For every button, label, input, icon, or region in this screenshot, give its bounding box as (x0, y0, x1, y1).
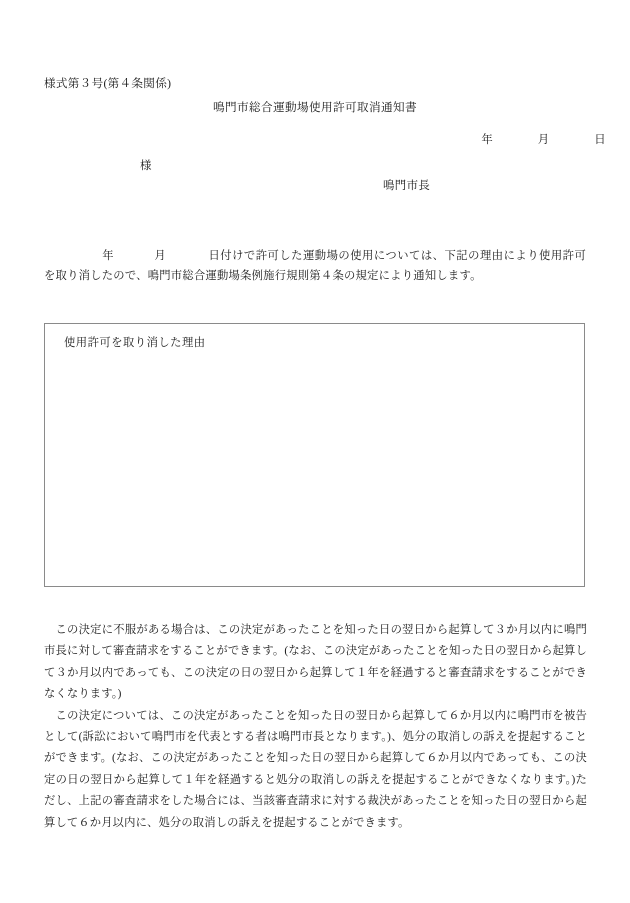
body-date-year-label: 年 (102, 250, 115, 262)
issue-date-line (470, 119, 606, 159)
appeal-note-lawsuit: この決定については、この決定があったことを知った日の翌日から起算して６か月以内に鳴門市を被告として(訴訟において鳴門市を代表とする者は鳴門市長となります。)、処分の取消しの訴えを提起することができます。(なお、この決定があったことを知った日の翌日から起算して６か月以内であっても、この決定の日の翌日から起算して１年を経過すると処分の取消しの訴えを提起することができなくなります。)ただし、上記の審査請求をした場合には、当該審査請求に対する裁決があったことを知った日の翌日から起算して６か月以内に、処分の取消しの訴えを提起することができます。 (44, 709, 587, 829)
issuer-name: 鳴門市長 (383, 180, 431, 192)
addressee-honorific: 様 (140, 160, 152, 172)
issue-date-year-label: 年 (481, 134, 493, 146)
reason-box-input-area[interactable] (46, 358, 583, 585)
appeal-notes (44, 620, 587, 834)
issue-date-month-label: 月 (537, 134, 550, 146)
issue-date-day-label: 日 (594, 134, 606, 146)
body-paragraph-text: 日付けで許可した運動場の使用については、下記の理由により使用許可を取り消したので、鳴門市総合運動場条例施行規則第４条の規定により通知します。 (44, 250, 586, 282)
reason-box (44, 323, 585, 587)
reason-box-label: 使用許可を取り消した理由 (64, 337, 206, 349)
body-date-month-label: 月 (154, 250, 167, 262)
body-paragraph (44, 247, 586, 286)
page-title: 鳴門市総合運動場使用許可取消通知書 (213, 101, 417, 114)
form-number: 様式第３号(第４条関係) (44, 77, 172, 90)
appeal-note-review-request: この決定に不服がある場合は、この決定があったことを知った日の翌日から起算して３か月以内に鳴門市長に対して審査請求をすることができます。(なお、この決定があったことを知った日の翌日から起算して３か月以内であっても、この決定の日の翌日から起算して１年を経過すると審査請求をすることができなくなります。) (44, 624, 587, 701)
